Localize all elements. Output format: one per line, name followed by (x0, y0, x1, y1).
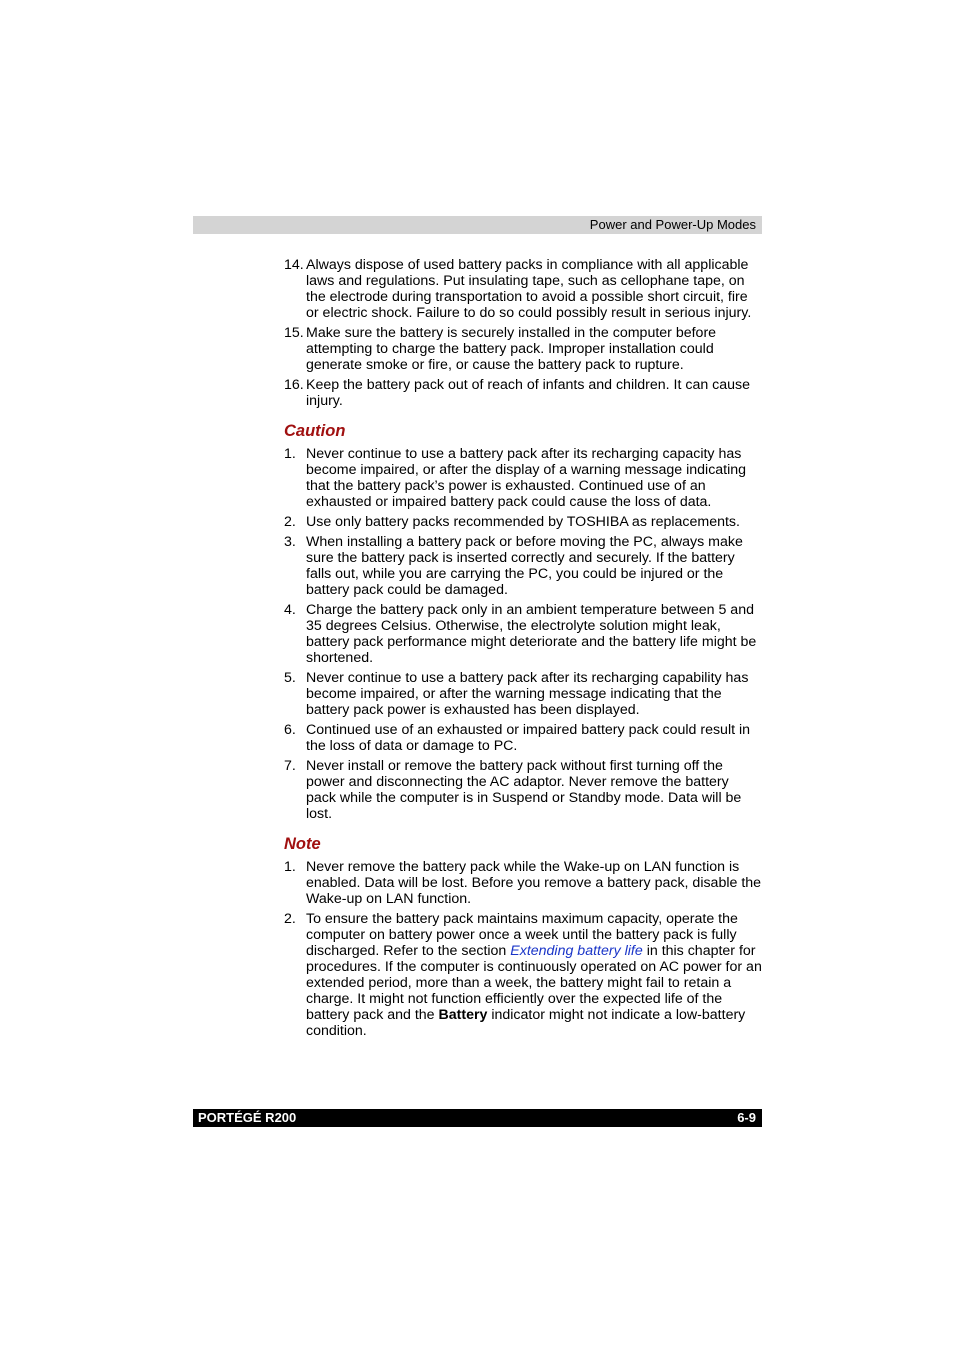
list-item (284, 859, 762, 907)
list-item (284, 602, 762, 666)
list-text: Keep the battery pack out of reach of infants and children. It can cause injury. (306, 377, 751, 409)
list-item (284, 257, 762, 321)
list-text: Never continue to use a battery pack after its recharging capacity has become impaired, or after the display of a warning message indicating that the battery pack’s power is exhausted. Continued use of an exhausted or impaired battery pack could cause the loss of data. (306, 446, 747, 510)
list-number: 14. (284, 257, 304, 273)
extending-battery-life-link[interactable]: Extending battery life (510, 943, 643, 959)
list-number: 2. (284, 514, 296, 530)
battery-bold-term: Battery (438, 1007, 488, 1023)
list-number: 2. (284, 911, 296, 927)
list-number: 5. (284, 670, 296, 686)
list-number: 1. (284, 859, 296, 875)
list-item (284, 446, 762, 510)
list-number: 1. (284, 446, 296, 462)
page-content (284, 257, 762, 1043)
caution-list (284, 446, 762, 822)
list-number: 3. (284, 534, 296, 550)
list-text: Make sure the battery is securely installed in the computer before attempting to charge the battery pack. Improper installation could generate smoke or fire, or cause the battery pack to rupture. (306, 325, 717, 373)
text-segment: indicator might not indicate a low-battery condition. (306, 1007, 746, 1039)
text-segment: in this chapter for procedures. If the computer is continuously operated on AC power for an extended period, more than a week, the battery might fail to retain a charge. It might not function efficiently over the expected life of the battery pack and the (306, 943, 762, 1023)
list-number: 16. (284, 377, 304, 393)
page-header (193, 216, 762, 234)
note-list (284, 859, 762, 1039)
list-item (284, 534, 762, 598)
product-name: PORTÉGÉ R200 (198, 1110, 297, 1125)
page-number: 6-9 (737, 1110, 756, 1125)
list-text: When installing a battery pack or before moving the PC, always make sure the battery pack is inserted correctly and securely. If the battery falls out, while you are carrying the PC, you could be injured or the battery pack could be damaged. (306, 534, 743, 598)
list-item (284, 722, 762, 754)
list-text: Use only battery packs recommended by TOSHIBA as replacements. (306, 514, 740, 530)
top-list (284, 257, 762, 409)
text-segment: To ensure the battery pack maintains maximum capacity, operate the computer on battery power once a week until the battery pack is fully discharged. Refer to the section (306, 911, 738, 959)
list-item (284, 758, 762, 822)
list-item (284, 670, 762, 718)
list-number: 6. (284, 722, 296, 738)
caution-heading: Caution (284, 422, 346, 440)
note-heading: Note (284, 835, 321, 853)
list-item (284, 377, 762, 409)
list-text: Charge the battery pack only in an ambient temperature between 5 and 35 degrees Celsius. Otherwise, the electrolyte solution might leak, battery pack performance might deteriorate and the battery life might be shortened. (306, 602, 757, 666)
list-text: Never install or remove the battery pack without first turning off the power and disconnecting the AC adaptor. Never remove the battery pack while the computer is in Suspend or Standby mode. Data will be lost. (306, 758, 742, 822)
list-text: Never continue to use a battery pack after its recharging capability has become impaired, or after the warning message indicating that the battery pack power is exhausted has been displayed. (306, 670, 749, 718)
list-number: 7. (284, 758, 296, 774)
list-text: Continued use of an exhausted or impaired battery pack could result in the loss of data or damage to PC. (306, 722, 751, 754)
page-footer (193, 1109, 762, 1127)
list-text: Never remove the battery pack while the Wake-up on LAN function is enabled. Data will be lost. Before you remove a battery pack, disable the Wake-up on LAN function. (306, 859, 762, 907)
list-number: 4. (284, 602, 296, 618)
chapter-title: Power and Power-Up Modes (589, 217, 756, 232)
list-item (284, 911, 762, 1039)
list-item (284, 514, 762, 530)
list-item (284, 325, 762, 373)
list-text: Always dispose of used battery packs in compliance with all applicable laws and regulations. Put insulating tape, such as cellophane tape, on the electrode during transportation to avoid a possible short circuit, fire or electric shock. Failure to do so could possibly result in serious injury. (306, 257, 752, 321)
list-number: 15. (284, 325, 304, 341)
list-text (306, 911, 762, 1039)
